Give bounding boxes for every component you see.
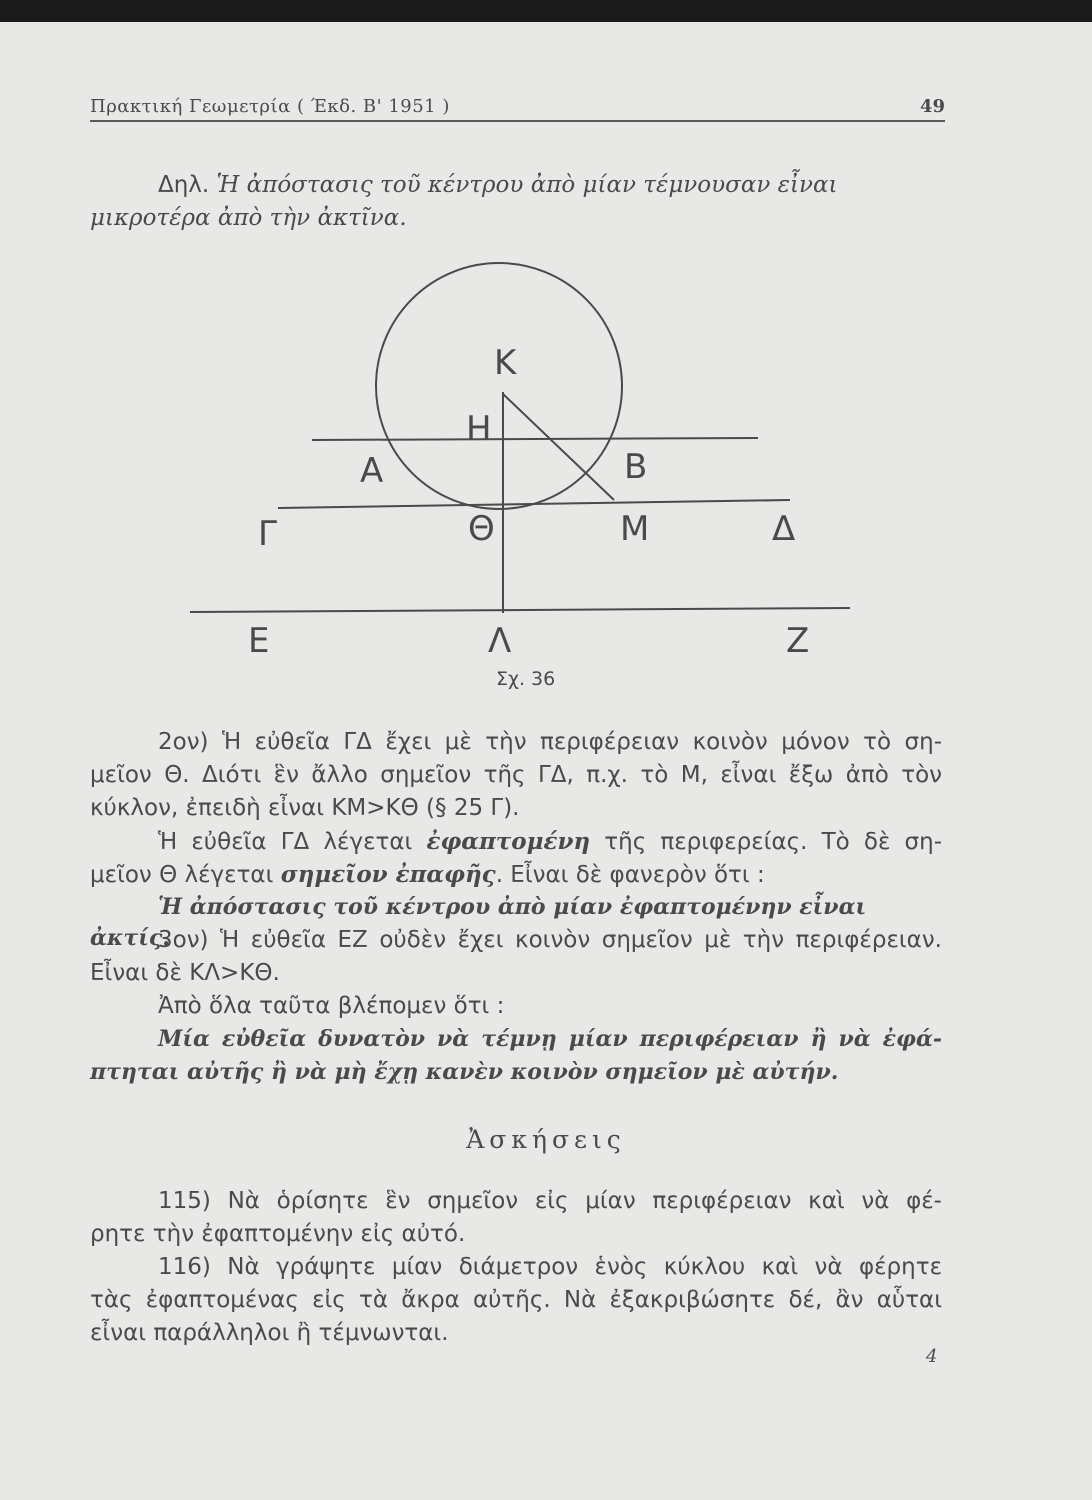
label-D: Δ xyxy=(772,509,796,549)
header-title: Πρακτική Γεωμετρία ( Έκδ. Β' 1951 ) xyxy=(90,96,450,117)
exercise-116-line-2: τὰς ἐφαπτομένας εἰς τὰ ἄκρα αὐτῆς. Νὰ ἐξακριβώσητε δέ, ἂν αὗται xyxy=(90,1287,942,1313)
body-p5: Ἀπὸ ὅλα ταῦτα βλέπομεν ὅτι : xyxy=(158,993,505,1019)
body-p2-line-3: κύκλον, ἐπειδὴ εἶναι ΚΜ>ΚΘ (§ 25 Γ). xyxy=(90,795,520,821)
secant-line-AB xyxy=(312,438,758,440)
tangent-line-GD xyxy=(278,500,790,508)
label-E: Ε xyxy=(248,621,270,661)
label-K: Κ xyxy=(494,343,517,383)
intro-line-2: μικροτέρα ἀπὸ τὴν ἀκτῖνα. xyxy=(90,205,407,231)
figure-caption: Σχ. 36 xyxy=(496,668,556,690)
body-p5-bold-line-2: πτηται αὐτῆς ἢ νὰ μὴ ἔχῃ κανὲν κοινὸν σημεῖον μὲ αὐτήν. xyxy=(90,1059,839,1085)
body-p4-line-1: 3ον) Ἡ εὐθεῖα ΕΖ οὐδὲν ἔχει κοινὸν σημεῖον μὲ τὴν περιφέρειαν. xyxy=(158,927,942,953)
label-H: Η xyxy=(466,409,492,449)
signature-mark: 4 xyxy=(926,1346,938,1367)
body-p3-line-1: Ἡ εὐθεῖα ΓΔ λέγεται ἐφαπτομένη τῆς περιφερείας. Τὸ δὲ ση- xyxy=(158,828,942,855)
label-B: Β xyxy=(624,447,648,487)
label-A: Α xyxy=(360,451,384,491)
label-M: Μ xyxy=(620,509,650,549)
body-p2-line-1: 2ον) Ἡ εὐθεῖα ΓΔ ἔχει μὲ τὴν περιφέρειαν κοινὸν μόνον τὸ ση- xyxy=(158,729,942,755)
exercises-title: Ἀσκήσεις xyxy=(466,1125,626,1154)
page-number: 49 xyxy=(919,96,945,117)
line-EZ xyxy=(190,608,850,612)
label-L: Λ xyxy=(488,621,512,661)
segment-KM xyxy=(503,394,614,500)
label-TH: Θ xyxy=(468,509,495,549)
body-p2-line-2: μεῖον Θ. Διότι ἓν ἄλλο σημεῖον τῆς ΓΔ, π.χ. τὸ Μ, εἶναι ἔξω ἀπὸ τὸν xyxy=(90,762,942,788)
intro-line-1: Δηλ. Ἡ ἀπόστασις τοῦ κέντρου ἀπὸ μίαν τέμνουσαν εἶναι xyxy=(158,172,838,198)
body-p4-line-2: Εἶναι δὲ ΚΛ>ΚΘ. xyxy=(90,960,280,986)
body-p5-bold-line-1: Μία εὐθεῖα δυνατὸν νὰ τέμνῃ μίαν περιφέρειαν ἢ νὰ ἐφά- xyxy=(158,1026,942,1052)
exercise-116-line-1: 116) Νὰ γράψητε μίαν διάμετρον ἑνὸς κύκλου καὶ νὰ φέρητε xyxy=(158,1254,942,1280)
exercise-116-line-3: εἶναι παράλληλοι ἢ τέμνωνται. xyxy=(90,1320,449,1346)
exercise-115-line-2: ρητε τὴν ἐφαπτομένην εἰς αὐτό. xyxy=(90,1221,466,1247)
label-G: Γ xyxy=(258,514,277,554)
exercise-115-line-1: 115) Νὰ ὁρίσητε ἓν σημεῖον εἰς μίαν περιφέρειαν καὶ νὰ φέ- xyxy=(158,1188,942,1214)
label-Z: Ζ xyxy=(786,621,810,661)
body-p3-line-2: μεῖον Θ λέγεται σημεῖον ἐπαφῆς. Εἶναι δὲ φανερὸν ὅτι : xyxy=(90,861,765,888)
body-p3-bold: Ἡ ἀπόστασις τοῦ κέντρου ἀπὸ μίαν ἐφαπτομένην εἶναι ἀκτίς. xyxy=(90,894,867,951)
